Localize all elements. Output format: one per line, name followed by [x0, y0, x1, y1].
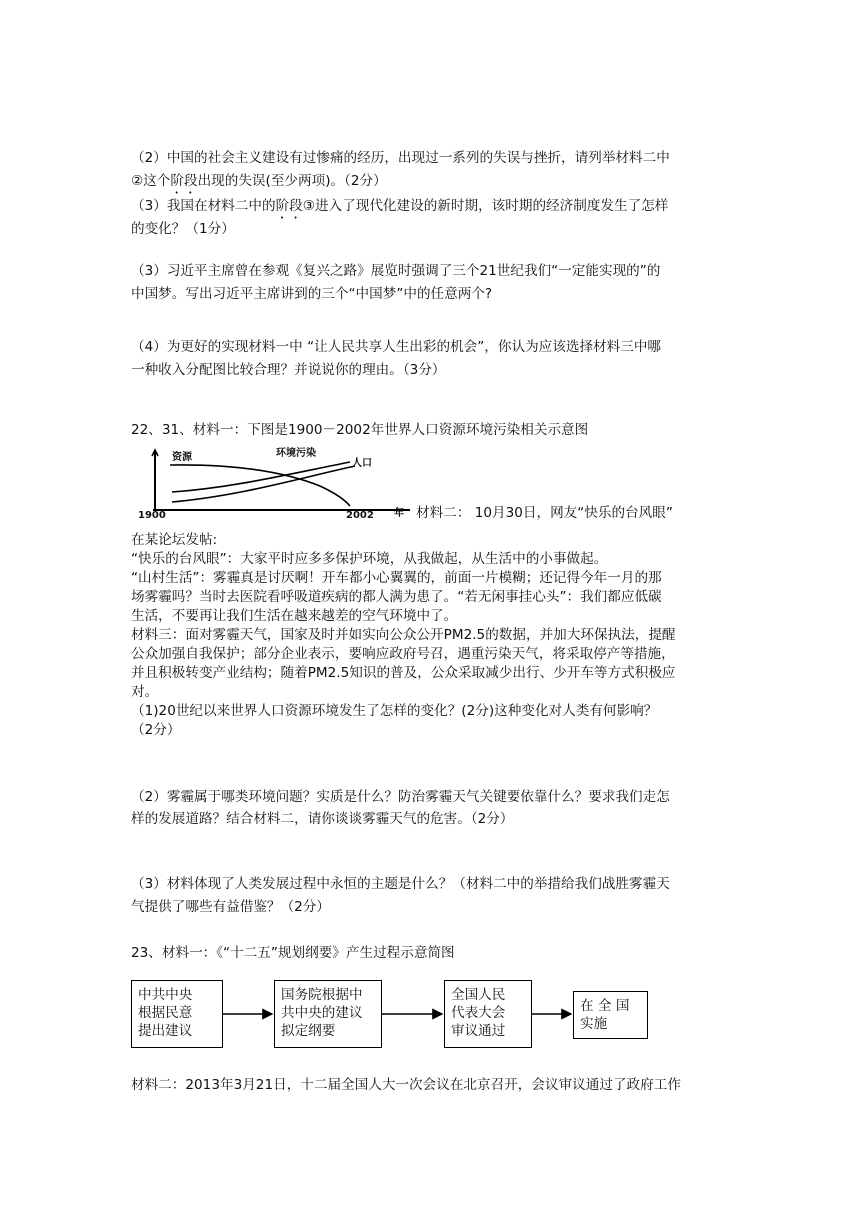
q21-sub3b-line1: （3）习近平主席曾在参观《复兴之路》展览时强调了三个21世纪我们“一定能实现的”的 [131, 263, 661, 279]
flow-step-4-line: 在 全 国 [580, 998, 630, 1014]
x-start-label: 1900 [138, 510, 166, 521]
q22-line-9: （1)20世纪以来世界人口资源环境发生了怎样的变化？(2分)这种变化对人类有何影响？ [131, 703, 658, 719]
q21-sub2-line2: ②这个阶段出现的失误(至少两项)。（2分） [131, 173, 387, 189]
q22-line-2: “山村生活”：雾霾真是讨厌啊！开车都小心翼翼的，前面一片模糊；还记得今年一月的那 [131, 570, 662, 586]
q23-material2: 材料二：2013年3月21日，十二届全国人大一次会议在北京召开，会议审议通过了政府工作 [131, 1077, 681, 1093]
q22-line-3: 场雾霾吗？当时去医院看呼吸道疾病的都人满为患了。“若无闲事挂心头”：我们都应低碳 [131, 589, 662, 605]
q22-sub3-line2: 气提供了哪些有益借鉴？（2分） [131, 899, 330, 915]
flow-step-1-line: 根据民意 [138, 1005, 193, 1021]
flow-step-2-line: 拟定纲要 [281, 1023, 336, 1039]
q21-sub4-line2: 一种收入分配图比较合理？并说说你的理由。（3分） [131, 362, 446, 378]
label-resources: 资源 [172, 452, 192, 463]
q22-line-7: 并且积极转变产业结构；随着PM2.5知识的普及，公众采取减少出行、少开车等方式积极应 [131, 665, 676, 681]
flow-step-2-line: 国务院根据中 [281, 987, 363, 1003]
q22-line-10: （2分） [131, 722, 181, 738]
q22-line-8: 对。 [131, 684, 159, 700]
q21-sub4-line1: （4）为更好的实现材料一中 “让人民共享人生出彩的机会”，你认为应该选择材料三中哪 [131, 339, 662, 355]
q21-sub2-line1: （2）中国的社会主义建设有过惨痛的经历，出现过一系列的失误与挫折，请列举材料二中 [131, 150, 670, 166]
flow-step-1 [131, 980, 223, 1048]
q22-sub2-line1: （2）雾霾属于哪类环境问题？实质是什么？防治雾霾天气关键要依靠什么？要求我们走怎 [131, 789, 670, 805]
flow-step-1-line: 中共中央 [138, 987, 193, 1003]
q22-sub2-line2: 样的发展道路？结合材料二，请你谈谈雾霾天气的危害。（2分） [131, 811, 514, 827]
flow-step-3-line: 审议通过 [451, 1023, 506, 1039]
flow-step-4 [573, 991, 648, 1039]
flow-step-2 [274, 980, 382, 1048]
q22-line-0: 在某论坛发帖: [131, 532, 218, 548]
label-population: 人口 [352, 458, 372, 469]
flow-step-4-line: 实施 [580, 1016, 608, 1032]
flow-step-3-line: 代表大会 [451, 1005, 506, 1021]
flow-step-3-line: 全国人民 [451, 987, 506, 1003]
q22-line-6: 公众加强自我保护；部分企业表示，要响应政府号召，遇重污染天气，将采取停产等措施， [131, 646, 675, 662]
q21-sub3b-line2: 中国梦。写出习近平主席讲到的三个“中国梦”中的任意两个? [131, 286, 493, 302]
x-unit-label: 年 [394, 508, 404, 519]
q22-line-5: 材料三：面对雾霾天气，国家及时并如实向公众公开PM2.5的数据，并加大环保执法，提醒 [131, 627, 676, 643]
flow-step-2-line: 共中央的建议 [281, 1005, 363, 1021]
flow-step-1-line: 提出建议 [138, 1023, 193, 1039]
q21-sub3a-line1: （3）我国在材料二中的阶段③进入了现代化建设的新时期，该时期的经济制度发生了怎样 [131, 198, 669, 214]
x-end-label: 2002 [346, 510, 374, 521]
q22-sub3-line1: （3）材料体现了人类发展过程中永恒的主题是什么？（材料二中的举措给我们战胜雾霾天 [131, 876, 670, 892]
population-resource-pollution-chart [138, 448, 412, 522]
q22-line-1: “快乐的台风眼”：大家平时应多多保护环境，从我做起，从生活中的小事做起。 [131, 551, 608, 567]
flow-step-3 [444, 980, 532, 1048]
q22-line-4: 生活，不要再让我们生活在越来越差的空气环境中了。 [131, 608, 458, 624]
q22-heading: 22、31、材料一：下图是1900－2002年世界人口资源环境污染相关示意图 [131, 422, 589, 438]
q22-material2-lead: 材料二： 10月30日，网友“快乐的台风眼” [416, 505, 673, 521]
label-pollution: 环境污染 [276, 448, 316, 459]
q23-heading: 23、材料一：《“十二五”规划纲要》产生过程示意简图 [131, 945, 455, 961]
q21-sub3a-line2: 的变化？（1分） [131, 221, 235, 237]
